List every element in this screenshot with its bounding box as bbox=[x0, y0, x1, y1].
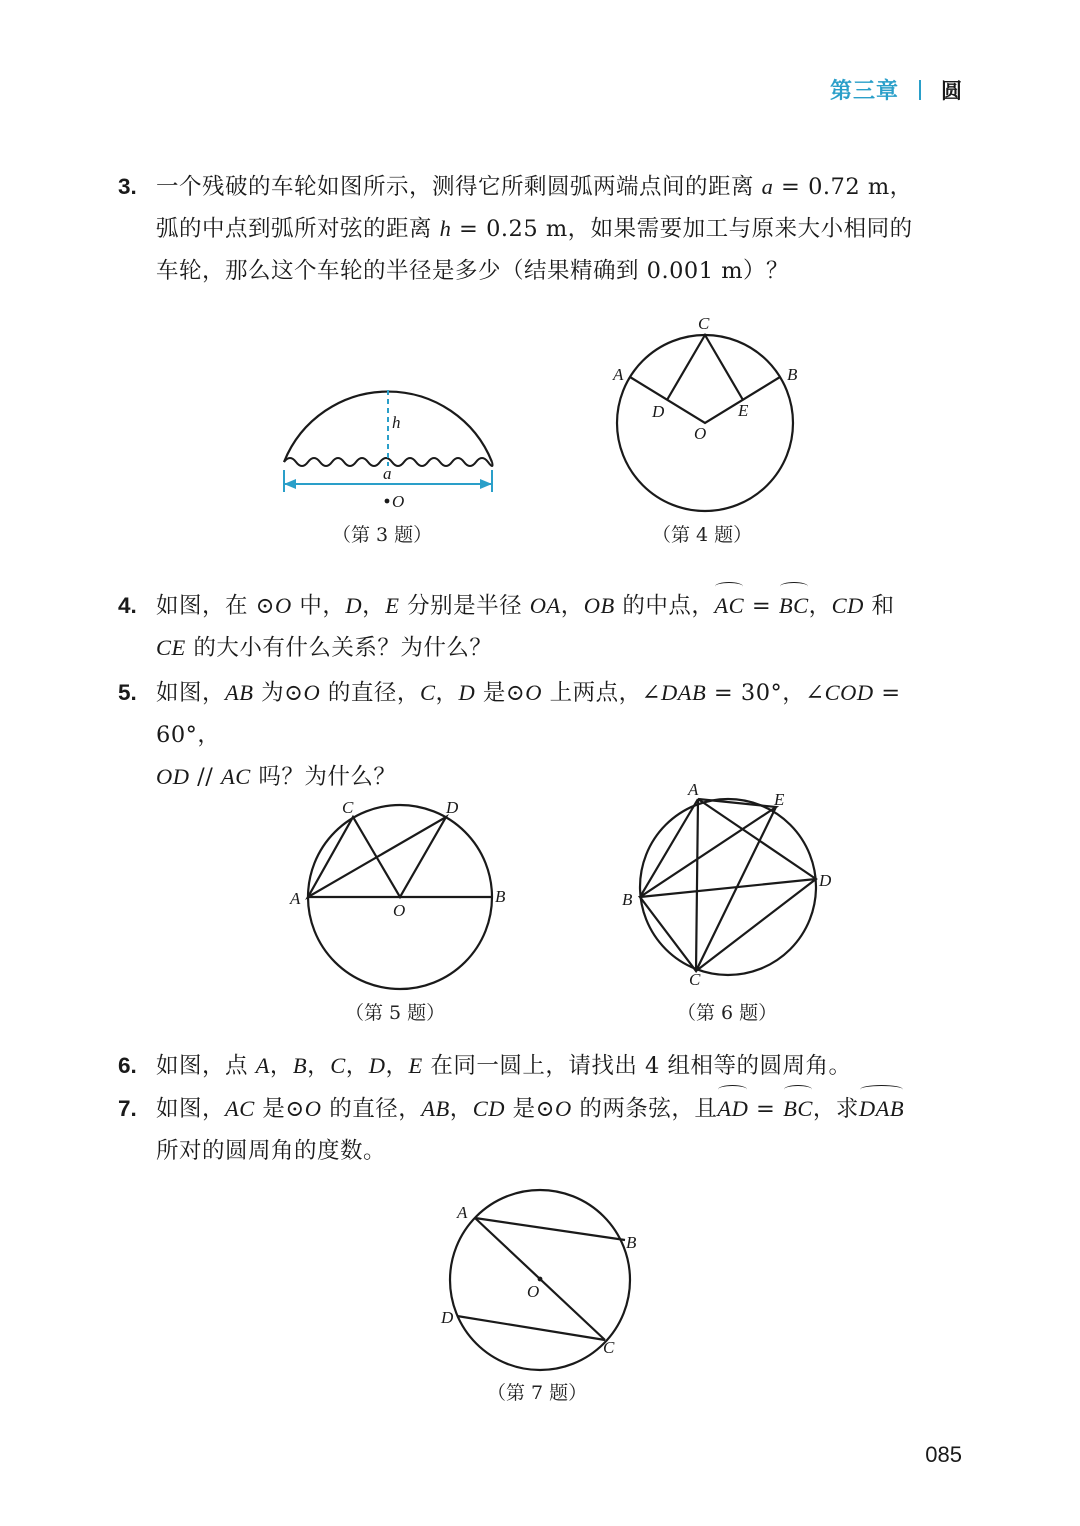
center-point bbox=[538, 1277, 543, 1282]
text-run: 中， bbox=[291, 593, 346, 619]
problem-number: 4. bbox=[118, 593, 137, 618]
page-header bbox=[830, 74, 962, 105]
text-run: 如图，在 ⊙ bbox=[156, 593, 276, 619]
text-run: ， bbox=[449, 1096, 473, 1122]
text-run: = bbox=[744, 593, 779, 619]
label-C: C bbox=[342, 798, 354, 817]
label-B: B bbox=[495, 887, 506, 906]
problem-text bbox=[156, 1045, 968, 1087]
problem-line bbox=[156, 1045, 968, 1087]
problem-line bbox=[156, 1088, 968, 1130]
text-run: ， bbox=[560, 593, 584, 619]
problem-line bbox=[156, 672, 968, 756]
page-number: 085 bbox=[925, 1442, 962, 1467]
text-run: 分别是半径 bbox=[399, 593, 530, 619]
math-var: OA bbox=[529, 593, 561, 618]
figure-7 bbox=[435, 1185, 655, 1375]
figure-5 bbox=[280, 790, 520, 1000]
math-var: OB bbox=[583, 593, 615, 618]
chord-AB bbox=[475, 1218, 625, 1240]
problem-line bbox=[156, 585, 968, 627]
problem-6 bbox=[118, 1045, 968, 1087]
label-C: C bbox=[698, 314, 710, 333]
label-A: A bbox=[613, 365, 624, 384]
math-var: a bbox=[761, 174, 774, 199]
section-title: 圆 bbox=[941, 78, 962, 103]
math-var: h bbox=[439, 216, 452, 241]
problem-number: 7. bbox=[118, 1096, 137, 1121]
label-D: D bbox=[652, 402, 665, 421]
math-var: E bbox=[408, 1053, 423, 1078]
text-run: = 60°， bbox=[156, 680, 901, 748]
text-run: 的直径， bbox=[320, 680, 420, 706]
text-run: 吗？为什么？ bbox=[250, 764, 397, 790]
arc-notation: DAB bbox=[859, 1088, 904, 1130]
figure-caption: （第 6 题） bbox=[677, 1002, 778, 1024]
math-var: O bbox=[275, 593, 292, 618]
text-run: 的两条弦，且 bbox=[571, 1096, 718, 1122]
math-var: O bbox=[303, 680, 321, 705]
figure-6 bbox=[610, 775, 850, 990]
text-run: 是⊙ bbox=[504, 1096, 555, 1122]
math-var: OD bbox=[156, 764, 190, 789]
text-run: 的中点， bbox=[614, 593, 715, 619]
label-C: C bbox=[689, 970, 701, 989]
math-var: CE bbox=[156, 635, 186, 660]
text-run: 一个残破的车轮如图所示，测得它所剩圆弧两端点间的距离 bbox=[156, 174, 762, 200]
math-var: AB bbox=[225, 680, 254, 705]
problem-line bbox=[156, 166, 968, 208]
label-A: A bbox=[290, 889, 301, 908]
text-run: ，求 bbox=[812, 1096, 859, 1122]
arrow-right bbox=[480, 479, 492, 489]
problem-text bbox=[156, 1088, 968, 1172]
problem-text bbox=[156, 166, 968, 292]
arc-notation: BC bbox=[783, 1088, 813, 1130]
text-run: ， bbox=[808, 593, 832, 619]
text-run: 和 bbox=[863, 593, 895, 619]
problem-line bbox=[156, 627, 968, 669]
chords bbox=[667, 335, 743, 400]
text-run: 是⊙ bbox=[475, 680, 526, 706]
text-run: ， bbox=[362, 593, 386, 619]
label-D: D bbox=[441, 1308, 454, 1327]
text-run: 上两点，∠ bbox=[541, 680, 661, 706]
text-run: 为⊙ bbox=[253, 680, 304, 706]
problem-number: 6. bbox=[118, 1053, 137, 1078]
text-run: // bbox=[189, 764, 221, 790]
arc-notation: BC bbox=[779, 585, 809, 627]
text-run: ， bbox=[345, 1053, 369, 1079]
math-var: AC bbox=[225, 1096, 255, 1121]
figure-4 bbox=[600, 310, 810, 520]
label-O: O bbox=[527, 1282, 540, 1301]
label-A: A bbox=[688, 780, 699, 799]
math-var: AB bbox=[421, 1096, 450, 1121]
label-E: E bbox=[738, 401, 749, 420]
arc-notation: AD bbox=[717, 1088, 748, 1130]
math-var: COD bbox=[824, 680, 874, 705]
label-a: a bbox=[383, 464, 392, 483]
text-run: 如图，点 bbox=[156, 1053, 256, 1079]
math-var: E bbox=[385, 593, 400, 618]
math-var: C bbox=[419, 680, 436, 705]
math-var: A bbox=[255, 1053, 270, 1078]
figure-caption: （第 4 题） bbox=[652, 524, 753, 546]
math-var: B bbox=[292, 1053, 308, 1078]
math-var: C bbox=[330, 1053, 346, 1078]
problem-line: 车轮，那么这个车轮的半径是多少（结果精确到 0.001 m）？ bbox=[156, 258, 790, 284]
text-run: ， bbox=[307, 1053, 331, 1079]
problem-number: 3. bbox=[118, 174, 137, 199]
problem-3 bbox=[118, 166, 968, 292]
label-O: O bbox=[392, 492, 405, 511]
chapter-title: 第三章 bbox=[829, 79, 899, 104]
math-var: O bbox=[555, 1096, 572, 1121]
math-var: D bbox=[458, 680, 476, 705]
text-run: = 0.72 m， bbox=[773, 174, 913, 200]
math-var: O bbox=[304, 1096, 322, 1121]
arc-notation: AC bbox=[714, 585, 744, 627]
math-var: AC bbox=[220, 764, 251, 789]
problem-line: 所对的圆周角的度数。 bbox=[156, 1138, 387, 1164]
text-run: 在同一圆上，请找出 4 组相等的圆周角。 bbox=[422, 1053, 852, 1079]
text-run: 的大小有什么关系？为什么？ bbox=[185, 635, 493, 661]
label-D: D bbox=[819, 871, 832, 890]
label-D: D bbox=[446, 798, 459, 817]
center-point bbox=[385, 499, 390, 504]
label-h: h bbox=[392, 413, 401, 432]
problem-number: 5. bbox=[118, 680, 137, 705]
arrow-left bbox=[284, 479, 296, 489]
label-A: A bbox=[457, 1203, 468, 1222]
math-var: D bbox=[368, 1053, 386, 1078]
figure-caption: （第 3 题） bbox=[332, 524, 433, 546]
label-B: B bbox=[626, 1233, 637, 1252]
problem-4 bbox=[118, 585, 968, 669]
figure-caption: （第 5 题） bbox=[345, 1002, 446, 1024]
text-run: 弧的中点到弧所对弦的距离 bbox=[156, 216, 440, 242]
label-E: E bbox=[774, 790, 785, 809]
chords bbox=[308, 817, 446, 897]
label-B: B bbox=[787, 365, 798, 384]
text-run: 的直径， bbox=[321, 1096, 422, 1122]
text-run: 是⊙ bbox=[254, 1096, 305, 1122]
figure-caption: （第 7 题） bbox=[487, 1382, 588, 1404]
problem-text bbox=[156, 585, 968, 669]
label-C: C bbox=[603, 1338, 615, 1357]
text-run: = 0.25 m，如果需要加工与原来大小相同的 bbox=[451, 216, 913, 242]
text-run: ， bbox=[269, 1053, 293, 1079]
text-run: 如图， bbox=[156, 680, 226, 706]
math-var: D bbox=[345, 593, 363, 618]
math-var: CD bbox=[472, 1096, 505, 1121]
header-divider bbox=[919, 80, 921, 100]
text-run: ， bbox=[385, 1053, 409, 1079]
problem-7 bbox=[118, 1088, 968, 1172]
text-run: ， bbox=[435, 680, 459, 706]
math-var: DAB bbox=[661, 680, 707, 705]
text-run: 如图， bbox=[156, 1096, 226, 1122]
problem-line bbox=[156, 208, 968, 250]
label-O: O bbox=[393, 901, 406, 920]
math-var: O bbox=[525, 680, 542, 705]
label-O: O bbox=[694, 424, 707, 443]
text-run: = 30°，∠ bbox=[706, 680, 825, 706]
math-var: CD bbox=[831, 593, 864, 618]
text-run: = bbox=[748, 1096, 784, 1122]
label-B: B bbox=[622, 890, 633, 909]
figure-3 bbox=[270, 380, 510, 520]
